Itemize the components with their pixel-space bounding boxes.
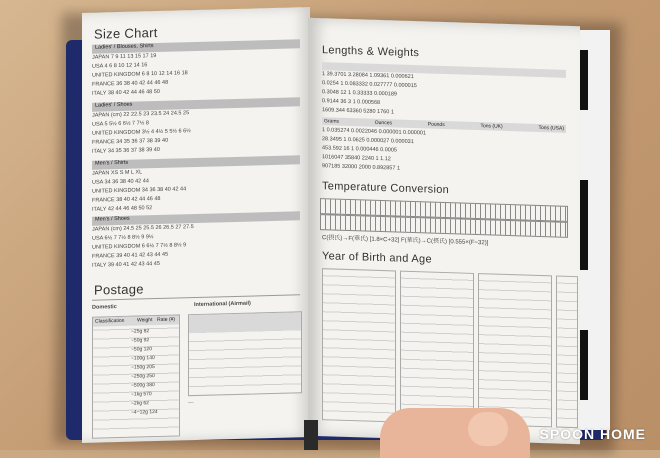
table-row: JAPAN XS S M L XL <box>92 169 143 177</box>
weights-header-ounces: Ounces <box>374 119 392 127</box>
mens-shirts-label: Men's / Shirts <box>92 155 300 169</box>
list-item: ~500g 380 <box>131 382 155 389</box>
postage-header-classification: Classification <box>95 317 125 325</box>
table-row: JAPAN (cm) 22 22.5 23 23.5 24 24.5 25 <box>92 110 190 119</box>
postage-title: Postage <box>94 281 144 298</box>
left-page <box>82 7 310 443</box>
weights-header-tons-uk: Tons (UK) <box>480 123 503 130</box>
table-row: 0.3048 12 1 0.33333 0.000189 <box>322 89 397 98</box>
table-row: 1 0.035274 0.0022046 0.000001 0.000001 <box>322 127 426 137</box>
postage-header-rate: Rate (¥) <box>157 316 176 324</box>
table-row: ITALY 34 35 36 37 38 39 40 <box>92 146 160 155</box>
table-row: JAPAN 7 9 11 13 15 17 19 <box>92 53 157 61</box>
table-row: 0.9144 36 3 1 0.000568 <box>322 98 381 106</box>
lengths-weights-title: Lengths & Weights <box>322 44 420 60</box>
table-row: JAPAN (cm) 24.5 25 25.5 26 26.5 27 27.5 <box>92 224 194 233</box>
table-row: FRANCE 38 40 42 44 46 48 <box>92 195 161 204</box>
size-chart-title: Size Chart <box>94 25 158 42</box>
table-row: ITALY 42 44 46 48 50 52 <box>92 205 153 213</box>
list-item: ~50g 92 <box>131 337 150 344</box>
list-item: ~4~12g 124 <box>131 409 158 416</box>
table-row: 1 39.3701 3.28084 1.09361 0.000621 <box>322 71 414 81</box>
international-postage-table <box>188 311 302 396</box>
list-item: ~100g 140 <box>131 355 155 362</box>
ladies-shoes-label: Ladies' / Shoes <box>92 97 300 111</box>
weights-header-tons-usa: Tons (USA) <box>538 124 564 132</box>
domestic-label: Domestic <box>92 304 117 311</box>
bookmark-ribbon <box>304 420 318 450</box>
table-row: 907185 32000 2000 0.892857 1 <box>322 163 400 172</box>
footnote: — <box>188 400 194 407</box>
list-item: ~250g 250 <box>131 373 155 380</box>
age-table-column-3 <box>478 273 552 427</box>
table-row: UNITED KINGDOM 6 6½ 7 7½ 8 8½ 9 <box>92 242 187 251</box>
thumb <box>468 412 508 446</box>
postage-rate-list <box>131 327 158 418</box>
table-row: 28.3495 1 0.0625 0.000027 0.000031 <box>322 136 414 146</box>
table-row: ITALY 39 40 41 42 43 44 45 <box>92 260 160 269</box>
table-row: USA 6½ 7 7½ 8 8½ 9 9½ <box>92 234 154 242</box>
table-row: ITALY 38 40 42 44 46 48 50 <box>92 88 160 97</box>
postage-header-weight: Weight <box>137 317 153 324</box>
list-item: ~50g 120 <box>131 346 152 353</box>
year-of-birth-title: Year of Birth and Age <box>322 250 432 266</box>
table-row: USA 5 5½ 6 6½ 7 7½ 8 <box>92 120 149 128</box>
temperature-title: Temperature Conversion <box>322 180 450 197</box>
list-item: ~25g 82 <box>131 328 150 335</box>
age-table-column-2 <box>400 271 474 425</box>
ladies-blouses-label: Ladies' / Blouses, Shirts <box>92 39 300 53</box>
watermark-text: SPOON HOME <box>539 426 646 442</box>
table-row: UNITED KINGDOM 34 36 38 40 42 44 <box>92 186 187 195</box>
table-row: FRANCE 39 40 41 42 43 44 45 <box>92 251 169 260</box>
mens-shoes-label: Men's / Shoes <box>92 211 300 225</box>
temperature-formula: C(摂氏)→F(華氏) [1.8×C+32] F(華氏)→C(摂氏) [0.555×(F−32)] <box>322 235 489 247</box>
table-row: 1609.344 63360 5280 1760 1 <box>322 107 394 116</box>
list-item: ~150g 205 <box>131 364 155 371</box>
table-row: USA 4 6 8 10 12 14 16 <box>92 62 148 70</box>
list-item: ~1kg 570 <box>131 391 152 398</box>
domestic-postage-table <box>92 314 180 438</box>
table-row: 0.0254 1 0.083332 0.027777 0.000015 <box>322 80 417 90</box>
weights-header-grams: Grams <box>324 118 339 125</box>
age-table-column-4 <box>556 276 578 429</box>
right-page <box>308 18 580 445</box>
table-row: USA 34 36 38 40 42 44 <box>92 178 149 186</box>
table-row: UNITED KINGDOM 6 8 10 12 14 16 18 <box>92 70 188 79</box>
weights-header-pounds: Pounds <box>427 121 445 129</box>
table-row: FRANCE 36 38 40 42 44 46 48 <box>92 79 169 88</box>
list-item: ~2kg 62 <box>131 400 149 407</box>
table-row: 1016047 35840 2240 1 1.12 <box>322 154 391 163</box>
table-row: UNITED KINGDOM 3½ 4 4½ 5 5½ 6 6½ <box>92 128 191 137</box>
table-row: 453.592 16 1 0.000446 0.0005 <box>322 145 397 154</box>
age-table-column-1 <box>322 268 396 422</box>
international-label: International (Airmail) <box>194 300 251 309</box>
table-header <box>189 312 301 333</box>
table-row: FRANCE 34 35 36 37 38 39 40 <box>92 137 169 146</box>
